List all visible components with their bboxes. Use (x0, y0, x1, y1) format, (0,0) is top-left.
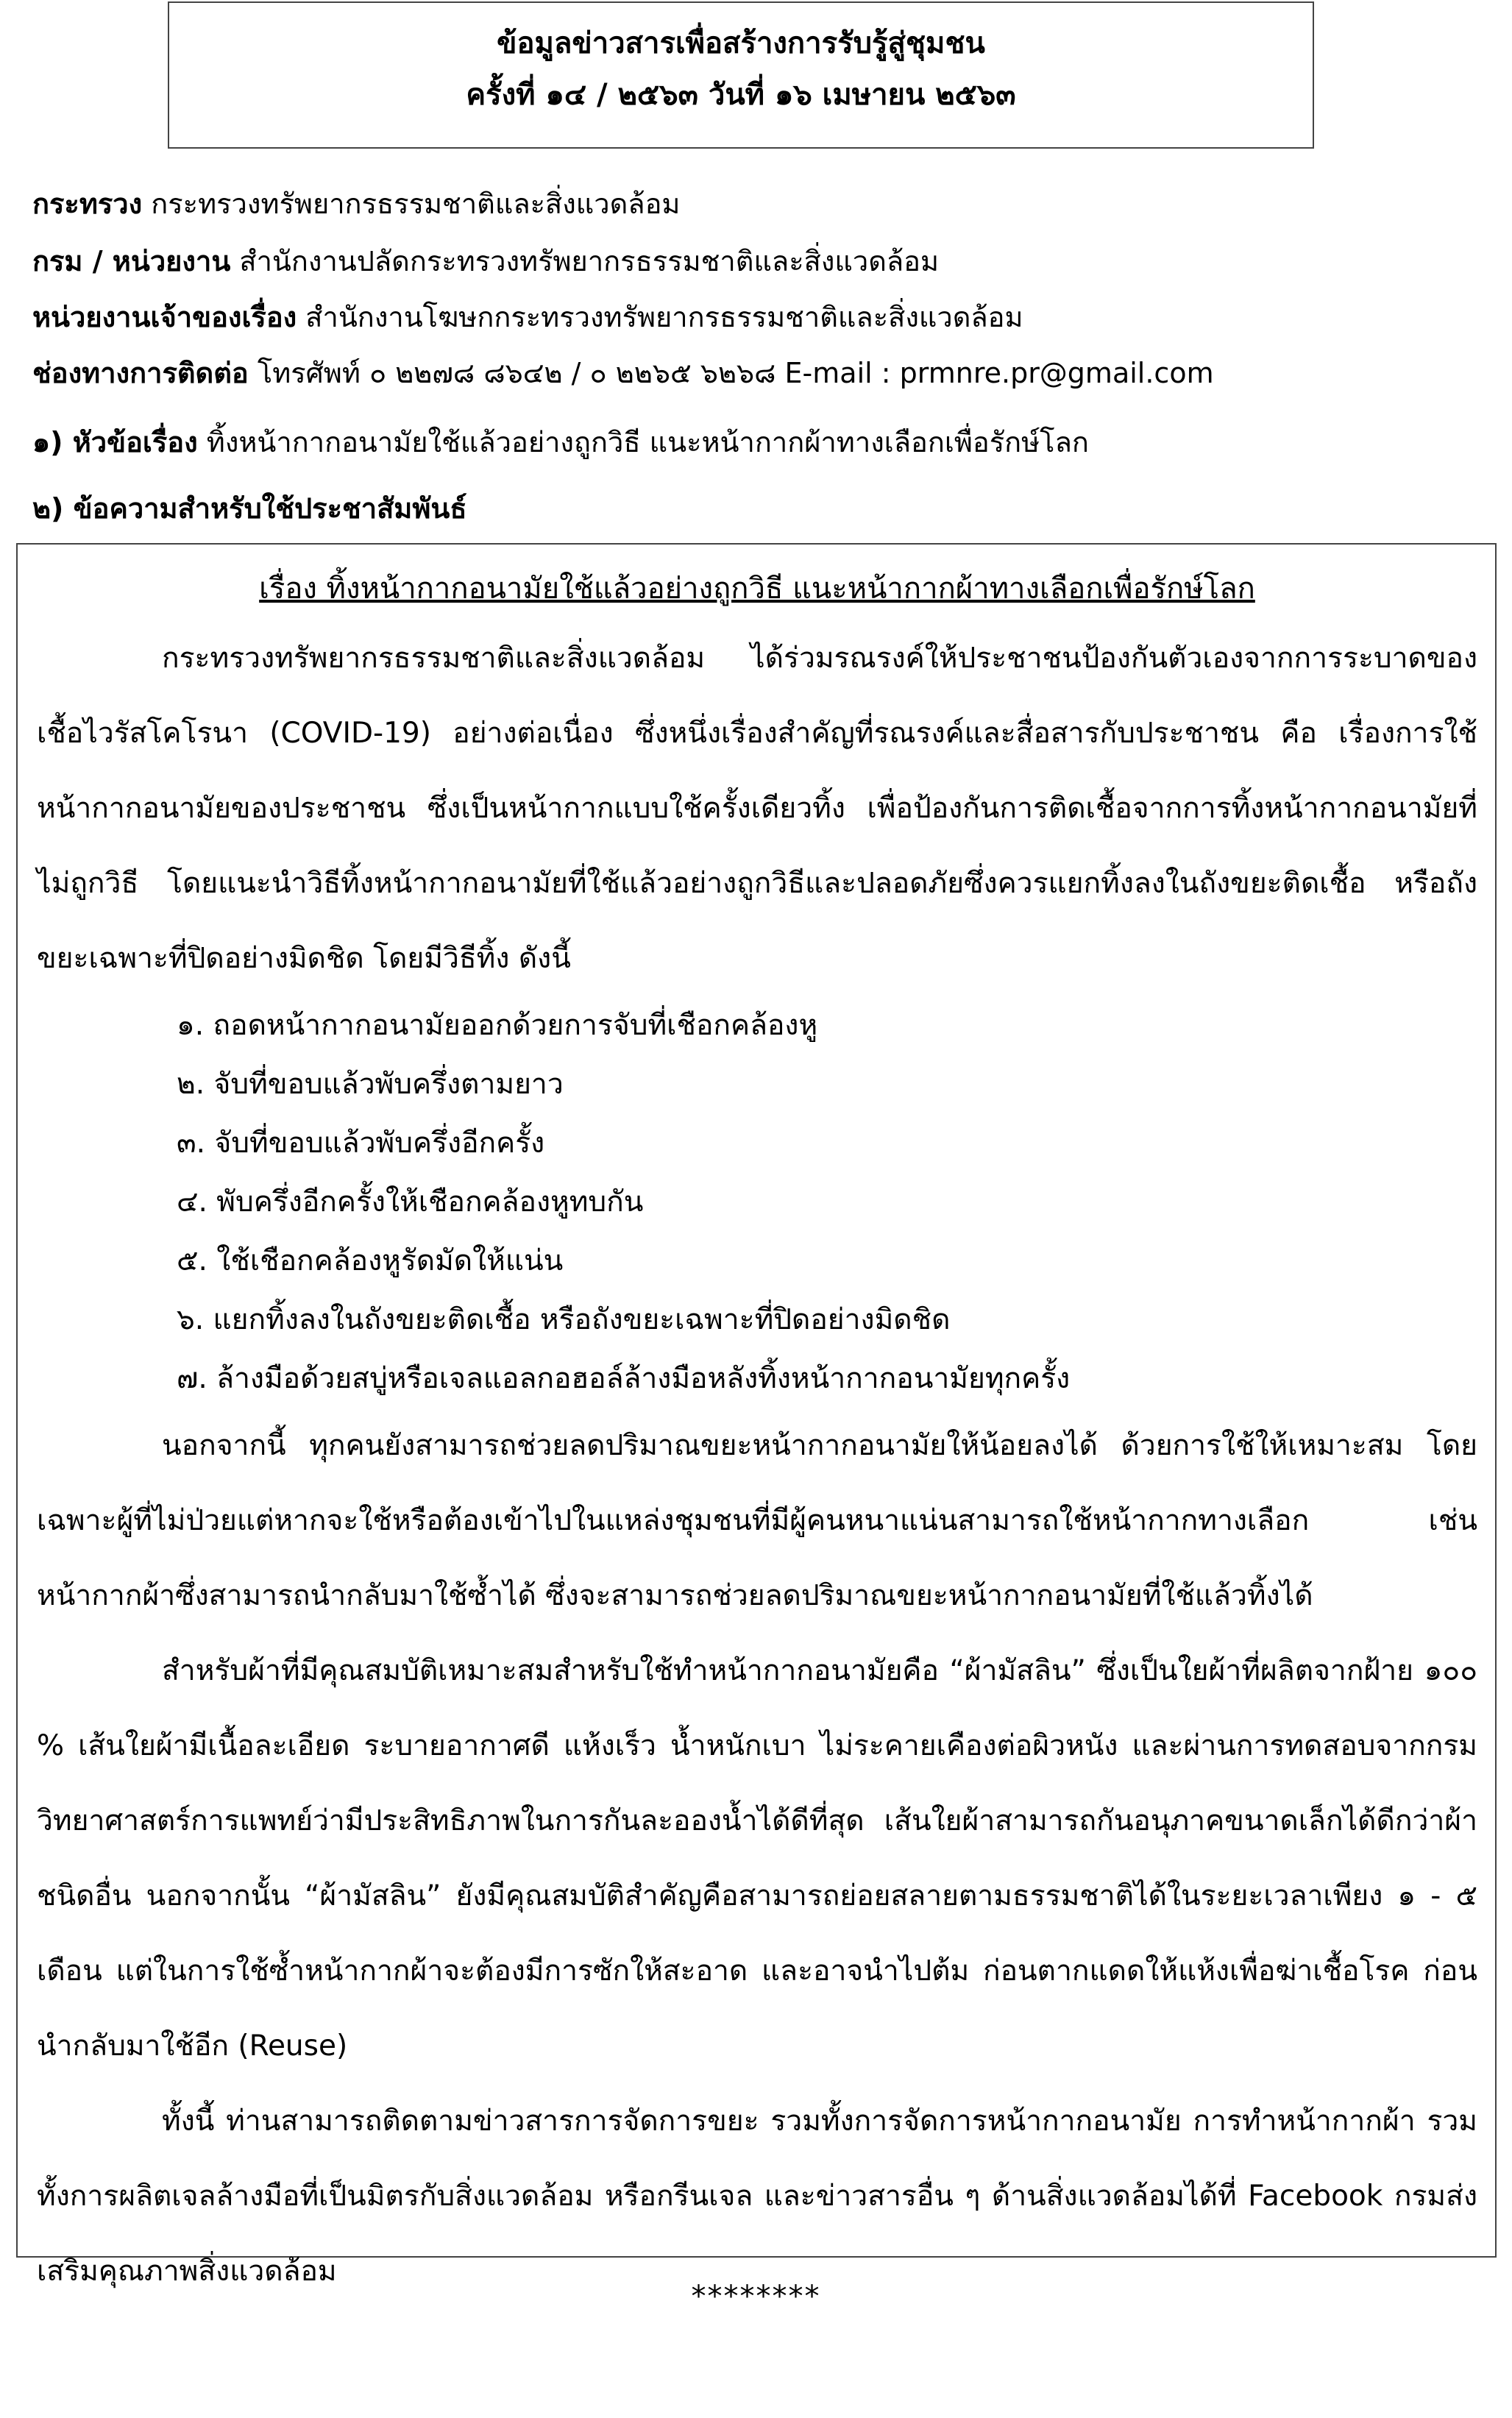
department-line (32, 241, 939, 281)
step-item: ๕. ใช้เชือกคล้องหูรัดมัดให้แน่น (177, 1244, 564, 1277)
pr-label: ๒) ข้อความสำหรับใช้ประชาสัมพันธ์ (32, 492, 467, 525)
header-title: ข้อมูลข่าวสารเพื่อสร้างการรับรู้สู่ชุมชน (497, 26, 985, 60)
contact-label: ช่องทางการติดต่อ (32, 357, 249, 389)
department-label: กรม / หน่วยงาน (32, 245, 231, 277)
pr-message-box (16, 543, 1497, 2288)
end-marker: ******** (691, 2280, 821, 2314)
department-value: สำนักงานปลัดกระทรวงทรัพยากรธรรมชาติและสิ่งแวดล้อม (230, 245, 940, 277)
topic-value: ทิ้งหน้ากากอนามัยใช้แล้วอย่างถูกวิธี แนะหน้ากากผ้าทางเลือกเพื่อรักษ์โลก (197, 426, 1089, 458)
step-item: ๑. ถอดหน้ากากอนามัยออกด้วยการจับที่เชือกคล้องหู (177, 1009, 818, 1042)
step-item: ๔. พับครึ่งอีกครั้งให้เชือกคล้องหูทบกัน (177, 1185, 644, 1219)
step-item: ๖. แยกทิ้งลงในถังขยะติดเชื้อ หรือถังขยะเฉพาะที่ปิดอย่างมิดชิด (177, 1303, 951, 1336)
paragraph-muslin: สำหรับผ้าที่มีคุณสมบัติเหมาะสมสำหรับใช้ทำหน้ากากอนามัยคือ “ผ้ามัสลิน” ซึ่งเป็นใยผ้าที่ผลิตจากฝ้าย ๑๐๐ % เส้นใยผ้ามีเนื้อละเอียด ระบายอากาศดี แห้งเร็ว น้ำหนักเบา ไม่ระคายเคืองต่อผิวหนัง และผ่านการทดสอบจากกรมวิทยาศาสตร์การแพทย์ว่ามีประสิทธิภาพในการกันละอองน้ำได้ดีที่สุด เส้นใยผ้าสามารถกันอนุภาคขนาดเล็กได้ดีกว่าผ้าชนิดอื่น นอกจากนั้น “ผ้ามัสลิน” ยังมีคุณสมบัติสำคัญคือสามารถย่อยสลายตามธรรมชาติได้ในระยะเวลาเพียง ๑ - ๕ เดือน แต่ในการใช้ซ้ำหน้ากากผ้าจะต้องมีการซักให้สะอาด และอาจนำไปต้ม ก่อนตากแดดให้แห้งเพื่อฆ่าเชื้อโรค ก่อนนำกลับมาใช้อีก (Reuse) (37, 1654, 1477, 2063)
topic-line (32, 422, 1089, 462)
owner-value: สำนักงานโฆษกกระทรวงทรัพยากรธรรมชาติและสิ่งแวดล้อม (297, 301, 1023, 333)
ministry-value: กระทรวงทรัพยากรธรรมชาติและสิ่งแวดล้อม (142, 188, 681, 220)
paragraph-follow-news: ทั้งนี้ ท่านสามารถติดตามข่าวสารการจัดการขยะ รวมทั้งการจัดการหน้ากากอนามัย การทำหน้ากากผ้า รวมทั้งการผลิตเจลล้างมือที่เป็นมิตรกับสิ่งแวดล้อม หรือกรีนเจล และข่าวสารอื่น ๆ ด้านสิ่งแวดล้อมได้ที่ Facebook กรมส่งเสริมคุณภาพสิ่งแวดล้อม (37, 2105, 1477, 2288)
step-item: ๗. ล้างมือด้วยสบู่หรือเจลแอลกอฮอล์ล้างมือหลังทิ้งหน้ากากอนามัยทุกครั้ง (177, 1362, 1071, 1395)
owner-label: หน่วยงานเจ้าของเรื่อง (32, 301, 297, 333)
ministry-line (32, 184, 680, 224)
topic-label: ๑) หัวข้อเรื่อง (32, 426, 198, 458)
step-item: ๒. จับที่ขอบแล้วพับครึ่งตามยาว (177, 1068, 564, 1101)
message-subject: เรื่อง ทิ้งหน้ากากอนามัยใช้แล้วอย่างถูกวิธี แนะหน้ากากผ้าทางเลือกเพื่อรักษ์โลก (259, 572, 1255, 606)
contact-value: โทรศัพท์ ๐ ๒๒๗๘ ๘๖๔๒ / ๐ ๒๒๖๕ ๖๒๖๘ E-mail : prmnre.pr@gmail.com (248, 357, 1214, 389)
header-box (168, 1, 1314, 149)
header-issue-date: ครั้งที่ ๑๔ / ๒๕๖๓ วันที่ ๑๖ เมษายน ๒๕๖๓ (466, 78, 1016, 112)
paragraph-intro: กระทรวงทรัพยากรธรรมชาติและสิ่งแวดล้อม ได้ร่วมรณรงค์ให้ประชาชนป้องกันตัวเองจากการระบาดของเชื้อไวรัสโคโรนา (COVID-19) อย่างต่อเนื่อง ซึ่งหนึ่งเรื่องสำคัญที่รณรงค์และสื่อสารกับประชาชน คือ เรื่องการใช้หน้ากากอนามัยของประชาชน ซึ่งเป็นหน้ากากแบบใช้ครั้งเดียวทิ้ง เพื่อป้องกันการติดเชื้อจากการทิ้งหน้ากากอนามัยที่ไม่ถูกวิธี โดยแนะนำวิธีทิ้งหน้ากากอนามัยที่ใช้แล้วอย่างถูกวิธีและปลอดภัยซึ่งควรแยกทิ้งลงในถังขยะติดเชื้อ หรือถังขยะเฉพาะที่ปิดอย่างมิดชิด โดยมีวิธีทิ้ง ดังนี้ (37, 642, 1477, 975)
ministry-label: กระทรวง (32, 188, 143, 220)
owner-line (32, 297, 1023, 337)
step-item: ๓. จับที่ขอบแล้วพับครึ่งอีกครั้ง (177, 1127, 545, 1160)
contact-line (32, 353, 1214, 393)
pr-heading (32, 489, 467, 528)
paragraph-reduce-waste: นอกจากนี้ ทุกคนยังสามารถช่วยลดปริมาณขยะหน้ากากอนามัยให้น้อยลงได้ ด้วยการใช้ให้เหมาะสม โดยเฉพาะผู้ที่ไม่ป่วยแต่หากจะใช้หรือต้องเข้าไปในแหล่งชุมชนที่มีผู้คนหนาแน่นสามารถใช้หน้ากากทางเลือก เช่น หน้ากากผ้าซึ่งสามารถนำกลับมาใช้ซ้ำได้ ซึ่งจะสามารถช่วยลดปริมาณขยะหน้ากากอนามัยที่ใช้แล้วทิ้งได้ (37, 1429, 1477, 1612)
